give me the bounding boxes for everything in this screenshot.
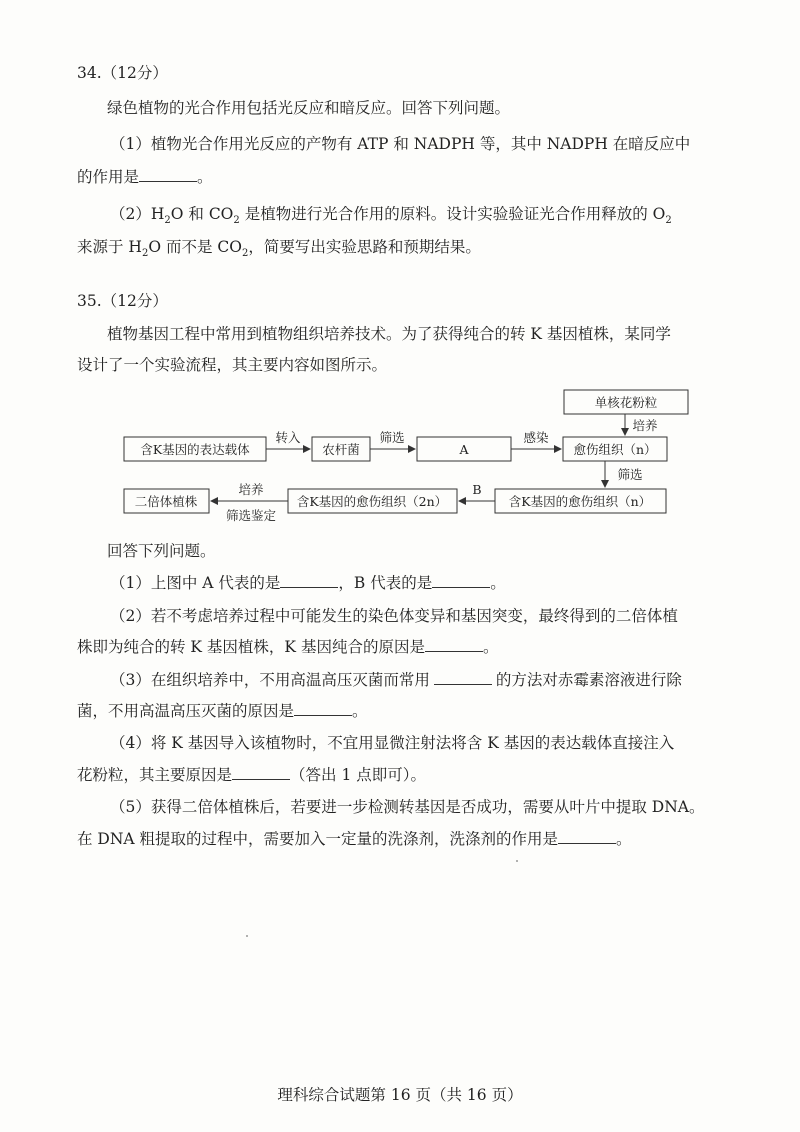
- q35-intro-line2: 设计了一个实验流程，其主要内容如图所示。: [77, 356, 388, 374]
- text: 的方法对赤霉素溶液进行除: [495, 671, 682, 689]
- arrow-label-culture1: 培养: [632, 418, 658, 433]
- subscript: 2: [164, 215, 171, 227]
- answer-blank: [139, 167, 197, 182]
- text: 。: [352, 702, 368, 720]
- experiment-flow-diagram: [100, 384, 700, 524]
- q34-intro: 绿色植物的光合作用包括光反应和暗反应。回答下列问题。: [107, 99, 511, 117]
- answer-blank: [232, 765, 290, 780]
- q35-part4-line1: （4）将 K 基因导入该植物时，不宜用显微注射法将含 K 基因的表达载体直接注入: [110, 734, 675, 752]
- q35-part1: [110, 572, 506, 594]
- text: O 和 CO: [170, 205, 234, 223]
- q35-part5-line2: [77, 828, 632, 850]
- arrow-label-b: B: [472, 482, 482, 497]
- text: O 而不是 CO: [148, 238, 242, 256]
- text: 株即为纯合的转 K 基因植株，K 基因纯合的原因是: [77, 638, 425, 656]
- arrow-label-culture2: 培养: [238, 482, 264, 497]
- text: 。: [616, 830, 632, 848]
- q35-header: 35.（12分）: [77, 292, 168, 310]
- text: ，简要写出实验思路和预期结果。: [248, 238, 481, 256]
- arrow-label-screen2: 筛选: [617, 467, 643, 482]
- answer-blank: [432, 573, 490, 588]
- text: 菌，不用高温高压灭菌的原因是: [77, 702, 295, 720]
- text: （2）H: [110, 205, 165, 223]
- text: （答出 1 点即可）。: [290, 766, 426, 784]
- answer-blank: [434, 670, 492, 685]
- arrow-label-screen-identify: 筛选鉴定: [225, 508, 277, 523]
- scan-speck: [246, 935, 248, 937]
- q35-part3-line2: [77, 700, 368, 722]
- q34-part1-line2: [77, 166, 213, 188]
- label-expression-vector: 含K基因的表达载体: [140, 442, 250, 457]
- answer-blank: [425, 637, 483, 652]
- text: （1）上图中 A 代表的是: [110, 574, 281, 592]
- text: （3）在组织培养中，不用高温高压灭菌而常用: [110, 671, 430, 689]
- q34-part2-line1: [110, 203, 672, 232]
- q34-part1-line1: （1）植物光合作用光反应的产物有 ATP 和 NADPH 等，其中 NADPH 在暗反应中: [110, 135, 691, 153]
- text: 。: [197, 168, 213, 186]
- label-pollen: 单核花粉粒: [594, 395, 658, 410]
- text: 在 DNA 粗提取的过程中，需要加入一定量的洗涤剂，洗涤剂的作用是: [77, 830, 559, 848]
- subscript: 2: [665, 215, 672, 227]
- q35-intro-line1: 植物基因工程中常用到植物组织培养技术。为了获得纯合的转 K 基因植株，某同学: [107, 325, 671, 343]
- text: 的作用是: [77, 168, 140, 186]
- text: 来源于 H: [77, 238, 142, 256]
- answer-blank: [558, 829, 616, 844]
- label-a: A: [459, 442, 469, 457]
- text: 是植物进行光合作用的原料。设计实验验证光合作用释放的 O: [239, 205, 666, 223]
- q35-part4-line2: [77, 764, 426, 786]
- q35-part2-line1: （2）若不考虑培养过程中可能发生的染色体变异和基因突变，最终得到的二倍体植: [110, 607, 678, 625]
- text: ，B 代表的是: [338, 574, 433, 592]
- label-callus-k-n: 含K基因的愈伤组织（n）: [508, 494, 652, 509]
- scan-speck: [516, 860, 518, 862]
- q35-part2-line2: [77, 636, 498, 658]
- label-agrobacterium: 农杆菌: [322, 442, 360, 457]
- page-footer: 理科综合试题第 16 页（共 16 页）: [277, 1086, 523, 1104]
- answer-blank: [294, 701, 352, 716]
- arrow-label-infect: 感染: [523, 430, 549, 445]
- q35-answer-prompt: 回答下列问题。: [107, 542, 216, 560]
- text: 。: [490, 574, 506, 592]
- text: 花粉粒，其主要原因是: [77, 766, 233, 784]
- label-callus-k-2n: 含K基因的愈伤组织（2n）: [296, 494, 448, 509]
- text: 。: [482, 638, 499, 656]
- subscript: 2: [233, 215, 240, 227]
- q34-header: 34.（12分）: [77, 64, 168, 82]
- arrow-label-transfer: 转入: [275, 430, 301, 445]
- arrow-label-screen1: 筛选: [379, 430, 405, 445]
- answer-blank: [280, 573, 338, 588]
- label-callus-n: 愈伤组织（n）: [573, 442, 657, 457]
- q35-part5-line1: （5）获得二倍体植株后，若要进一步检测转基因是否成功，需要从叶片中提取 DNA。: [110, 798, 705, 816]
- q35-part3-line1: [110, 669, 682, 691]
- q34-part2-line2: [77, 236, 481, 265]
- subscript: 2: [141, 248, 149, 260]
- label-diploid-plant: 二倍体植株: [134, 494, 198, 509]
- subscript: 2: [241, 248, 249, 260]
